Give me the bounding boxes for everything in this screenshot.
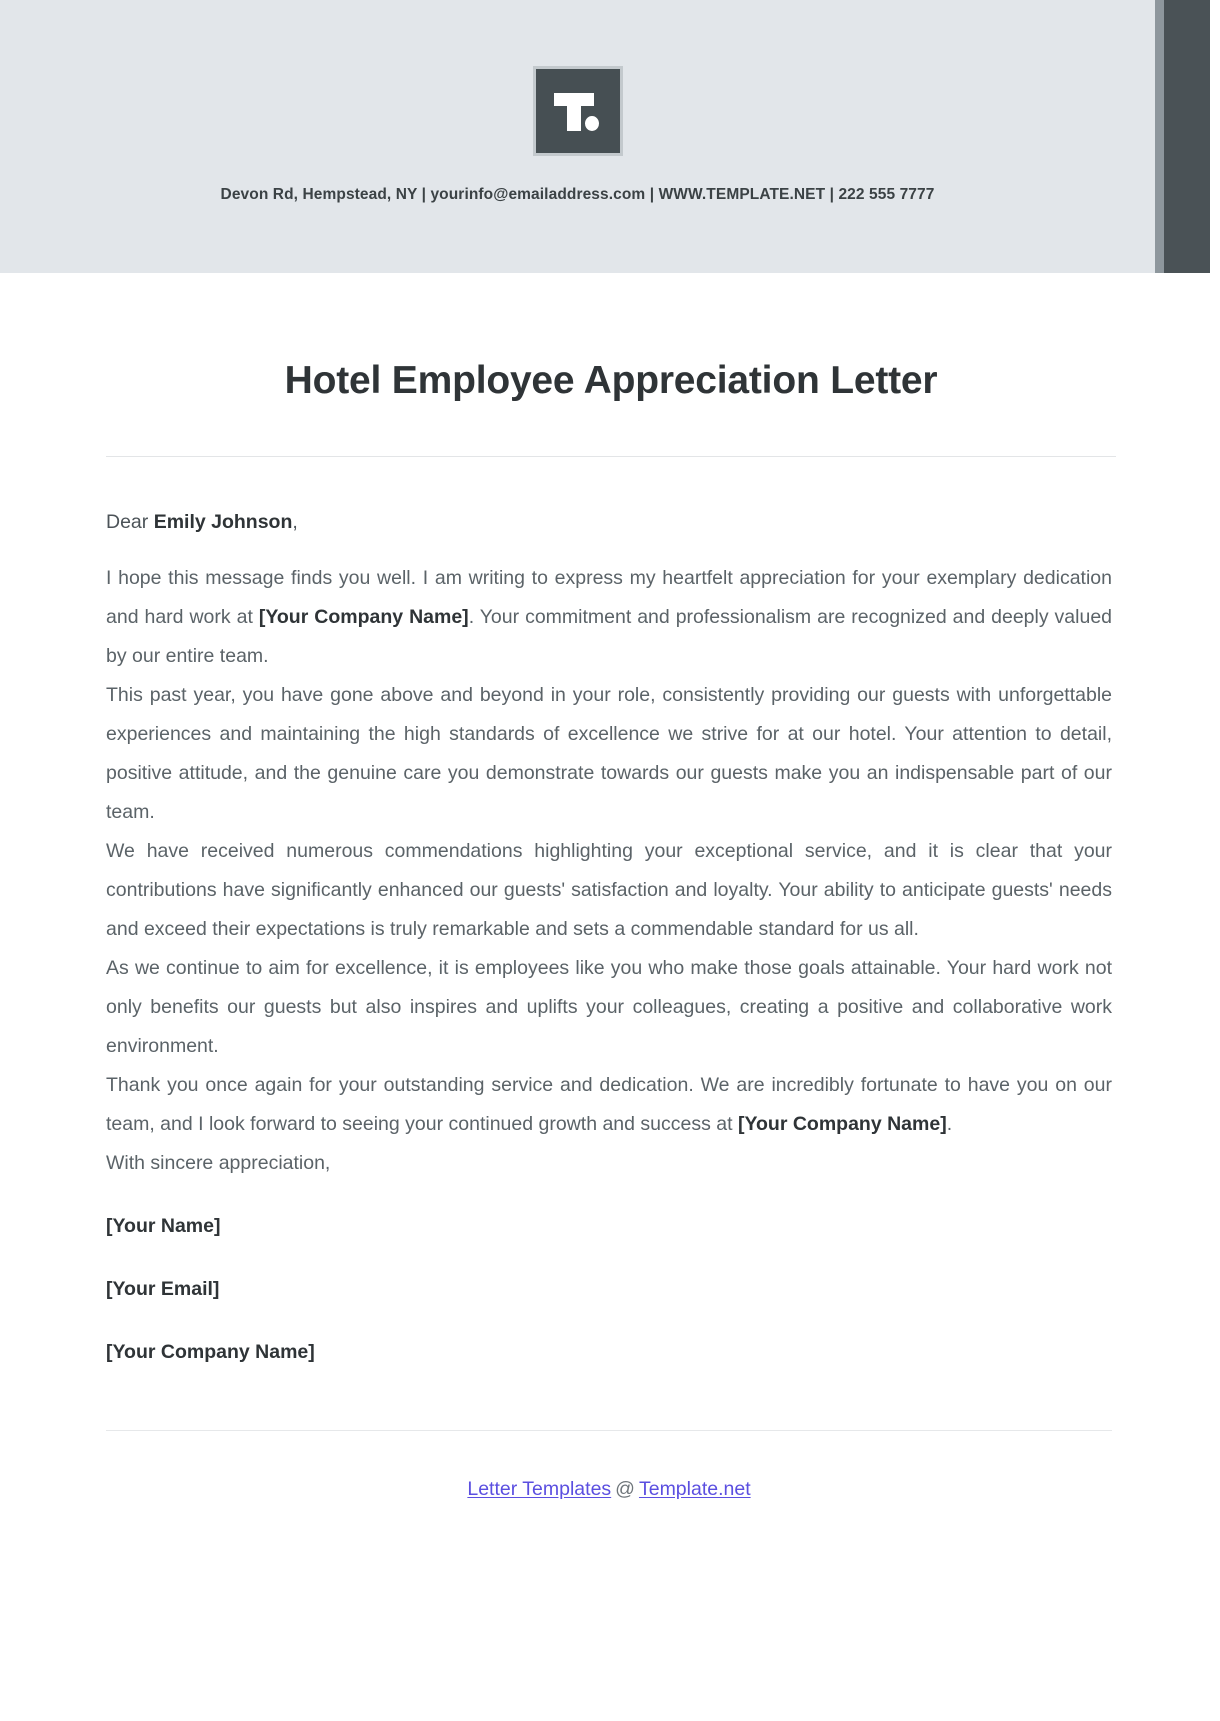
letter-paragraph — [106, 1066, 1112, 1144]
letter-document — [106, 330, 1116, 1501]
header-contact-line: Devon Rd, Hempstead, NY | yourinfo@emailaddress.com | WWW.TEMPLATE.NET | 222 555 7777 — [220, 186, 935, 203]
footer-separator: @ — [615, 1478, 635, 1501]
header-edge-light-stripe — [1155, 0, 1164, 273]
salutation — [106, 507, 1112, 537]
title-divider — [106, 456, 1116, 457]
logo-glyph — [552, 85, 604, 137]
paragraph-text: I hope this message finds you well. I am writing to express my heartfelt appreciation for your exemplary dedication and hard work at — [106, 567, 1112, 629]
letter-paragraphs — [106, 559, 1112, 1144]
paragraph-text: . — [946, 1113, 953, 1136]
letter-paragraph — [106, 559, 1112, 676]
header-edge-dark-stripe — [1164, 0, 1210, 273]
signature-block — [106, 1144, 1112, 1372]
logo-container — [0, 66, 1155, 156]
placeholder-token: [Your Company Name] — [737, 1113, 947, 1136]
salutation-suffix: , — [292, 510, 298, 533]
paragraph-text: As we continue to aim for excellence, it is employees like you who make those goals attainable. Your hard work not only benefits our guests but also inspires and uplifts your colleagues, creating a positive and collaborative work environment. — [106, 957, 1112, 1058]
footer — [106, 1478, 1112, 1501]
signature-closing: With sincere appreciation, — [106, 1152, 331, 1175]
template-net-link[interactable]: Template.net — [638, 1478, 751, 1501]
footer-divider — [106, 1430, 1112, 1431]
letter-paragraph — [106, 949, 1112, 1066]
logo-dot — [585, 116, 599, 131]
paragraph-text: . Your commitment and professionalism are recognized and deeply valued by our entire team. — [106, 606, 1113, 668]
letter-paragraph — [106, 676, 1112, 832]
logo-t-stem — [567, 93, 581, 131]
salutation-prefix: Dear — [106, 510, 154, 533]
letter-paragraph — [106, 832, 1112, 949]
paragraph-text: Thank you once again for your outstanding service and dedication. We are incredibly fortunate to have you on our team, and I look forward to seeing your continued growth and success at — [106, 1074, 1112, 1136]
signature-name: [Your Name] — [106, 1215, 221, 1238]
letter-templates-link[interactable]: Letter Templates — [467, 1478, 612, 1501]
letter-body — [106, 507, 1112, 1501]
placeholder-token: [Your Company Name] — [258, 606, 469, 629]
paragraph-text: This past year, you have gone above and beyond in your role, consistently providing our guests with unforgettable experiences and maintaining the high standards of excellence we strive for at our hotel. Your attention to detail, positive attitude, and the genuine care you demonstrate towards our guests make you an indispensable part of our team. — [106, 684, 1112, 824]
page-title: Hotel Employee Appreciation Letter — [284, 359, 938, 402]
salutation-recipient: Emily Johnson — [153, 510, 293, 533]
template-net-logo-icon — [533, 66, 623, 156]
signature-email: [Your Email] — [106, 1278, 220, 1301]
paragraph-text: We have received numerous commendations highlighting your exceptional service, and it is clear that your contributions have significantly enhanced our guests' satisfaction and loyalty. Your ability to anticipate guests' needs and exceed their expectations is truly remarkable and sets a commendable standard for us all. — [106, 840, 1112, 941]
signature-company: [Your Company Name] — [106, 1341, 315, 1364]
